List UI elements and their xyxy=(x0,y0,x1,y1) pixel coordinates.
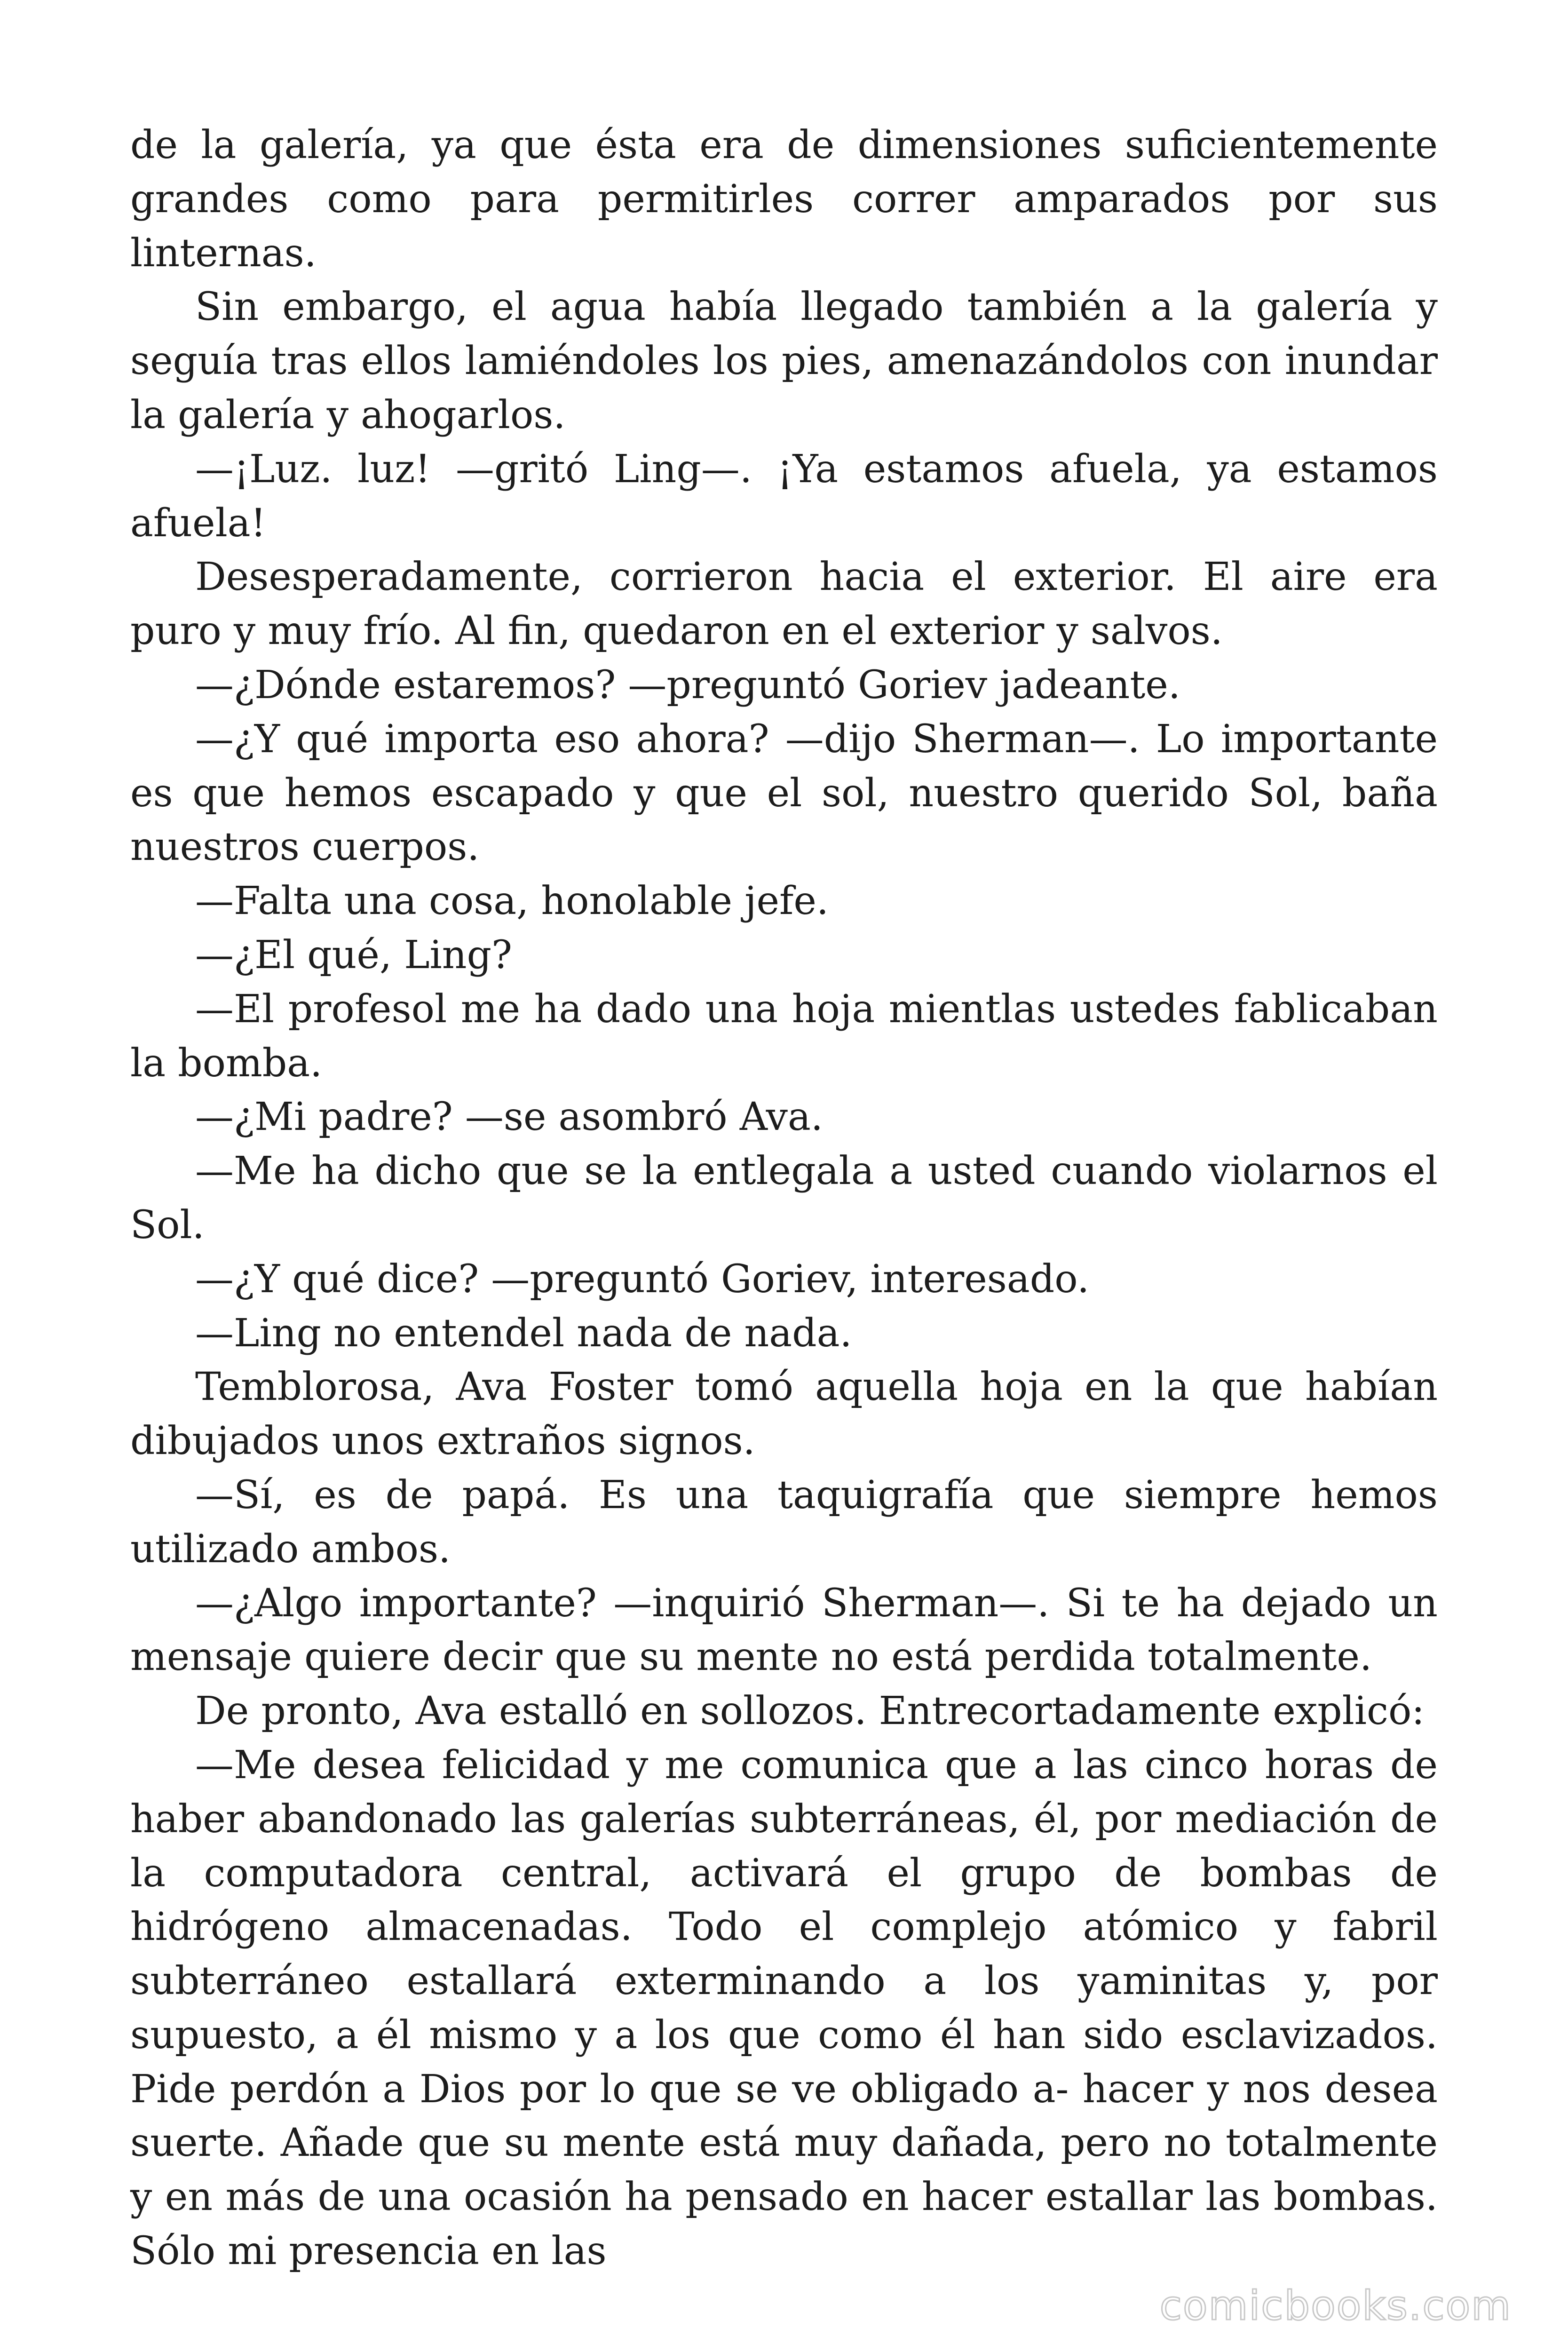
paragraph: —Falta una cosa, honolable jefe. xyxy=(195,879,829,924)
paragraph: —¿Y qué dice? —preguntó Goriev, interesado. xyxy=(195,1256,1090,1302)
paragraph: —¡Luz. luz! —gritó Ling—. ¡Ya estamos afuela, ya estamos afuela! xyxy=(130,446,1438,546)
watermark: comicbooks.com xyxy=(1159,2282,1512,2329)
paragraph: —Me desea felicidad y me comunica que a las cinco horas de haber abandonado las galerías subterráneas, él, por mediación de la computadora central, activará el grupo de bombas de hidrógeno almacenadas. Todo el complejo atómico y fabril subterráneo estallará exterminando a los yaminitas y, por supuesto, a él mismo y a los que como él han sido esclavizados. Pide perdón a Dios por lo que se ve obligado a- hacer y nos desea suerte. Añade que su mente está muy dañada, pero no totalmente y en más de una ocasión ha pensado en hacer estallar las bombas. Sólo mi presencia en las xyxy=(130,1742,1438,2274)
paragraph: de la galería, ya que ésta era de dimensiones suficientemente grandes como para permitirles correr amparados por sus linternas. xyxy=(130,123,1438,276)
paragraph: Temblorosa, Ava Foster tomó aquella hoja en la que habían dibujados unos extraños signos. xyxy=(130,1365,1438,1464)
paragraph: —¿Dónde estaremos? —preguntó Goriev jadeante. xyxy=(195,662,1180,707)
paragraph: —Ling no entendel nada de nada. xyxy=(195,1311,852,1356)
paragraph: —¿Mi padre? —se asombró Ava. xyxy=(195,1095,823,1140)
paragraph: —¿Algo importante? —inquirió Sherman—. Si te ha dejado un mensaje quiere decir que su mente no está perdida totalmente. xyxy=(130,1581,1438,1680)
paragraph: —¿El qué, Ling? xyxy=(195,932,513,977)
body-text xyxy=(130,119,1438,2279)
paragraph: —Me ha dicho que se la entlegala a usted cuando violarnos el Sol. xyxy=(130,1149,1438,1248)
paragraph: —Sí, es de papá. Es una taquigrafía que siempre hemos utilizado ambos. xyxy=(130,1472,1438,1572)
paragraph: De pronto, Ava estalló en sollozos. Entrecortadamente explicó: xyxy=(195,1689,1425,1734)
paragraph: Sin embargo, el agua había llegado también a la galería y seguía tras ellos lamiéndoles los pies, amenazándolos con inundar la galería y ahogarlos. xyxy=(130,285,1438,437)
paragraph: —¿Y qué importa eso ahora? —dijo Sherman—. Lo importante es que hemos escapado y que el sol, nuestro querido Sol, baña nuestros cuerpos. xyxy=(130,716,1438,870)
paragraph: Desesperadamente, corrieron hacia el exterior. El aire era puro y muy frío. Al fin, quedaron en el exterior y salvos. xyxy=(130,555,1438,654)
paragraph: —El profesol me ha dado una hoja mientlas ustedes fablicaban la bomba. xyxy=(130,986,1438,1086)
